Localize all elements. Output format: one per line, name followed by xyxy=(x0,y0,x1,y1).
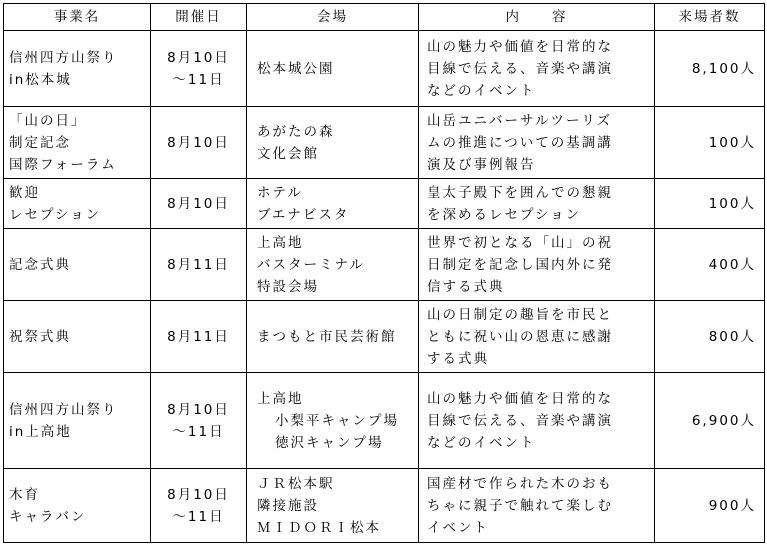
event-date-cell xyxy=(151,179,247,229)
venue-line: 文化会館 xyxy=(257,145,319,162)
event-date-line: 8月11日 xyxy=(167,256,230,273)
description-line: 皇太子殿下を囲んでの懇親 xyxy=(427,184,613,201)
venue-line: ＪＲ松本駅 xyxy=(257,475,335,492)
header-date: 開催日 xyxy=(151,4,247,31)
visitor-count-cell: 100人 xyxy=(655,107,765,179)
event-date-line: 8月10日 xyxy=(167,134,230,151)
header-row xyxy=(4,4,765,31)
description-cell xyxy=(419,31,655,107)
event-name-cell xyxy=(4,229,151,301)
table-row xyxy=(4,229,765,301)
description-line: 目線で伝える、音楽や講演 xyxy=(427,412,613,429)
event-date-line: 8月10日 xyxy=(167,486,230,503)
description-cell xyxy=(419,229,655,301)
visitor-count-cell: 400人 xyxy=(655,229,765,301)
event-name-line: in松本城 xyxy=(9,71,72,88)
header-name: 事業名 xyxy=(4,4,151,31)
description-line: 国産材で作られた木のおも xyxy=(427,475,613,492)
table-row xyxy=(4,469,765,543)
venue-line: ホテル xyxy=(257,184,303,201)
event-name-line: キャラバン xyxy=(9,508,87,525)
visitor-count-cell: 800人 xyxy=(655,301,765,373)
events-table xyxy=(3,3,765,543)
venue-cell xyxy=(247,469,419,543)
description-cell xyxy=(419,179,655,229)
description-line: を深めるレセプション xyxy=(427,206,582,223)
visitor-count-cell: 900人 xyxy=(655,469,765,543)
description-line: 山の日制定の趣旨を市民と xyxy=(427,306,613,323)
venue-cell xyxy=(247,179,419,229)
event-name-line: 信州四方山祭り xyxy=(9,49,118,66)
header-desc: 内 容 xyxy=(419,4,655,31)
event-name-line: 国際フォーラム xyxy=(9,156,117,173)
event-date-cell xyxy=(151,31,247,107)
event-name-line: 制定記念 xyxy=(9,134,71,151)
description-cell xyxy=(419,107,655,179)
venue-line: あがたの森 xyxy=(257,123,335,140)
description-line: 世界で初となる「山」の祝 xyxy=(427,234,613,251)
visitor-count-cell: 100人 xyxy=(655,179,765,229)
event-date-cell xyxy=(151,301,247,373)
event-name-cell xyxy=(4,373,151,469)
venue-line: バスターミナル xyxy=(257,256,365,273)
table-row xyxy=(4,31,765,107)
table-row xyxy=(4,107,765,179)
event-name-cell xyxy=(4,107,151,179)
venue-line: 松本城公園 xyxy=(257,60,335,77)
description-line: イベント xyxy=(427,519,489,536)
event-name-cell xyxy=(4,469,151,543)
venue-line: ブエナビスタ xyxy=(257,206,350,223)
event-name-line: 信州四方山祭り xyxy=(9,401,118,418)
description-line: 山の魅力や価値を日常的な xyxy=(427,390,613,407)
visitor-count-cell: 6,900人 xyxy=(655,373,765,469)
description-cell xyxy=(419,469,655,543)
description-line: 山の魅力や価値を日常的な xyxy=(427,38,613,55)
description-line: ちゃに親子で触れて楽しむ xyxy=(427,497,613,514)
event-name-line: in上高地 xyxy=(9,423,72,440)
event-date-cell xyxy=(151,229,247,301)
venue-cell xyxy=(247,373,419,469)
venue-line: ＭＩＤＯＲＩ松本 xyxy=(257,519,381,536)
table-row xyxy=(4,301,765,373)
venue-line: 上高地 xyxy=(257,234,304,251)
event-date-cell xyxy=(151,107,247,179)
description-line: 目線で伝える、音楽や講演 xyxy=(427,60,613,77)
event-name-cell xyxy=(4,31,151,107)
description-line: ムの推進についての基調講 xyxy=(427,134,613,151)
event-date-line: 8月10日 xyxy=(167,49,230,66)
venue-cell xyxy=(247,301,419,373)
table-row xyxy=(4,373,765,469)
event-date-line: ～11日 xyxy=(172,71,225,88)
event-name-line: 「山の日」 xyxy=(9,112,87,129)
description-cell xyxy=(419,301,655,373)
venue-cell xyxy=(247,229,419,301)
venue-cell xyxy=(247,107,419,179)
event-name-line: 記念式典 xyxy=(9,256,71,273)
venue-line: 隣接施設 xyxy=(257,497,319,514)
event-name-cell xyxy=(4,179,151,229)
description-line: 信する式典 xyxy=(427,278,505,295)
event-name-line: レセプション xyxy=(9,206,102,223)
event-date-line: 8月10日 xyxy=(167,401,230,418)
description-line: ともに祝い山の恩恵に感謝 xyxy=(427,328,613,345)
venue-line: 特設会場 xyxy=(257,278,319,295)
event-name-cell xyxy=(4,301,151,373)
event-date-line: ～11日 xyxy=(172,423,225,440)
table-row xyxy=(4,179,765,229)
venue-line: 上高地 xyxy=(257,390,304,407)
description-line: などのイベント xyxy=(427,82,536,99)
description-cell xyxy=(419,373,655,469)
event-name-line: 祝祭式典 xyxy=(9,328,71,345)
event-date-line: ～11日 xyxy=(172,508,225,525)
description-line: などのイベント xyxy=(427,434,536,451)
event-date-cell xyxy=(151,469,247,543)
event-date-cell xyxy=(151,373,247,469)
venue-line: 小梨平キャンプ場 xyxy=(275,412,399,429)
venue-line: 徳沢キャンプ場 xyxy=(275,434,384,451)
event-date-line: 8月10日 xyxy=(167,195,230,212)
visitor-count-cell: 8,100人 xyxy=(655,31,765,107)
description-line: 山岳ユニバーサルツーリズ xyxy=(427,112,613,129)
description-line: する式典 xyxy=(427,350,489,367)
header-count: 来場者数 xyxy=(655,4,765,31)
event-name-line: 木育 xyxy=(9,486,40,503)
venue-line: まつもと市民芸術館 xyxy=(257,328,397,345)
description-line: 日制定を記念し国内外に発 xyxy=(427,256,613,273)
description-line: 演及び事例報告 xyxy=(427,156,536,173)
venue-cell xyxy=(247,31,419,107)
header-venue: 会場 xyxy=(247,4,419,31)
event-date-line: 8月11日 xyxy=(167,328,230,345)
event-name-line: 歓迎 xyxy=(9,184,40,201)
